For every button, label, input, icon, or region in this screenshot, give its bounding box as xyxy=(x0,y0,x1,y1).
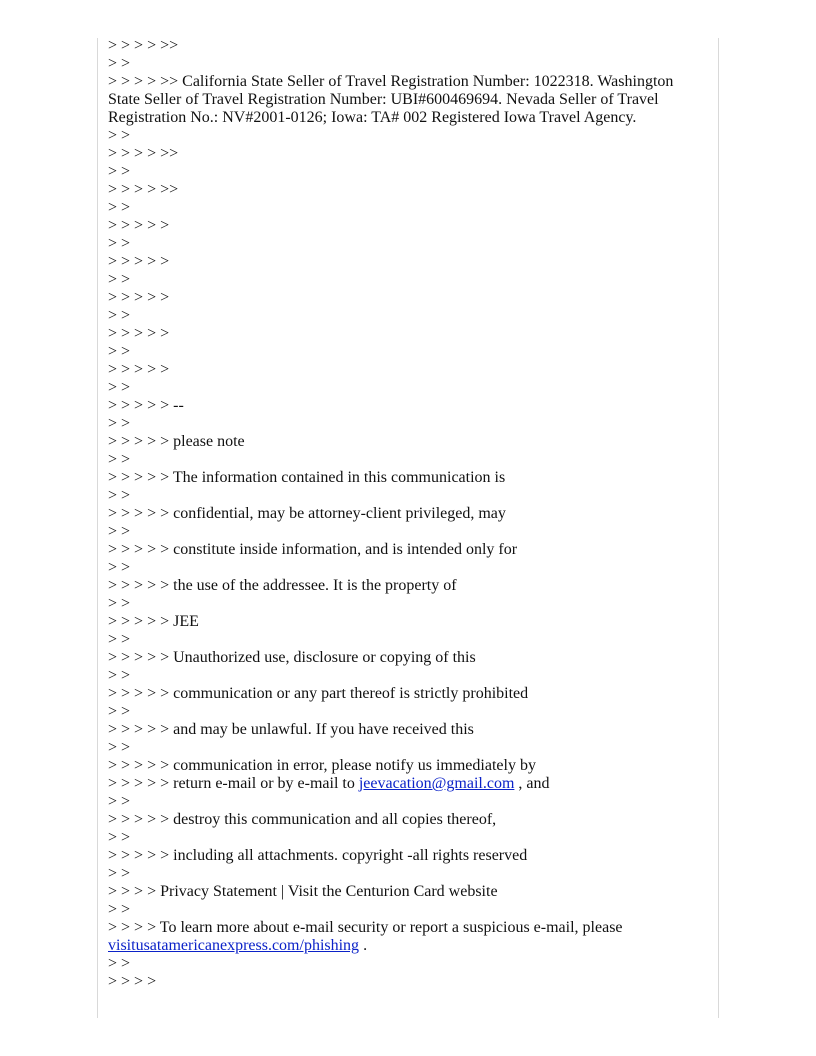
email-line: > > xyxy=(108,379,131,396)
email-line: > > > > > confidential, may be attorney-client privileged, may xyxy=(108,505,506,522)
email-line: > > > > >> California State Seller of Travel Registration Number: 1022318. Washington State Seller of Travel Registration Number: UBI#600469694. Nevada Seller of Travel Registration No.: NV#2001-0126; Iowa: TA# 002 Registered Iowa Travel Agency. xyxy=(108,73,678,126)
security-line-suffix: . xyxy=(359,937,368,954)
email-line: > > > > xyxy=(108,973,157,990)
email-line: > > > > > and may be unlawful. If you have received this xyxy=(108,721,474,738)
quoted-lines-block-2 xyxy=(108,793,688,919)
email-line: > > > > > xyxy=(108,217,170,234)
email-line: > > > > > constitute inside information, and is intended only for xyxy=(108,541,518,558)
email-line: > > > > > communication in error, please notify us immediately by xyxy=(108,757,536,774)
quoted-lines-block xyxy=(108,37,688,775)
email-line: > > xyxy=(108,901,131,918)
return-line-prefix: > > > > > return e-mail or by e-mail to xyxy=(108,775,359,792)
email-line: > > xyxy=(108,55,131,72)
email-line: > > > > >> xyxy=(108,145,179,162)
email-line: > > xyxy=(108,631,131,648)
email-line: > > xyxy=(108,199,131,216)
email-line: > > xyxy=(108,487,131,504)
security-line-prefix: > > > > To learn more about e-mail security or report a suspicious e-mail, please xyxy=(108,919,627,936)
email-line: > > > > > destroy this communication and all copies thereof, xyxy=(108,811,497,828)
email-line: > > xyxy=(108,451,131,468)
email-line: > > > > > communication or any part thereof is strictly prohibited xyxy=(108,685,529,702)
email-line: > > xyxy=(108,667,131,684)
email-line: > > > > Privacy Statement | Visit the Centurion Card website xyxy=(108,883,498,900)
email-body xyxy=(108,37,688,991)
return-line-suffix: , and xyxy=(514,775,550,792)
email-line: > > xyxy=(108,595,131,612)
email-line: > > xyxy=(108,127,131,144)
email-line: > > > > > xyxy=(108,361,170,378)
email-line: > > > > > Unauthorized use, disclosure or copying of this xyxy=(108,649,476,666)
email-line: > > > > > xyxy=(108,325,170,342)
email-line: > > > > > xyxy=(108,253,170,270)
email-line: > > xyxy=(108,793,131,810)
email-line: > > xyxy=(108,703,131,720)
email-line: > > xyxy=(108,829,131,846)
email-line: > > xyxy=(108,271,131,288)
email-line: > > > > > the use of the addressee. It is the property of xyxy=(108,577,457,594)
email-line: > > > > >> xyxy=(108,181,179,198)
email-line: > > xyxy=(108,865,131,882)
return-email-line xyxy=(108,775,688,793)
email-address-link[interactable]: jeevacation@gmail.com xyxy=(358,775,515,792)
email-line: > > > > > including all attachments. copyright -all rights reserved xyxy=(108,847,528,864)
email-line: > > xyxy=(108,307,131,324)
email-line: > > > > > The information contained in this communication is xyxy=(108,469,506,486)
email-line: > > > > > -- xyxy=(108,397,184,414)
email-line: > > > > > please note xyxy=(108,433,245,450)
email-line: > > xyxy=(108,739,131,756)
email-line: > > xyxy=(108,343,131,360)
email-line: > > > > > JEE xyxy=(108,613,199,630)
email-line: > > > > > xyxy=(108,289,170,306)
email-line: > > xyxy=(108,955,131,972)
email-line: > > xyxy=(108,163,131,180)
email-line: > > xyxy=(108,523,131,540)
email-line: > > xyxy=(108,415,131,432)
security-line xyxy=(108,919,688,955)
phishing-link[interactable]: visitusatamericanexpress.com/phishing xyxy=(108,937,360,954)
email-line: > > xyxy=(108,235,131,252)
email-line: > > > > >> xyxy=(108,37,179,54)
email-line: > > xyxy=(108,559,131,576)
quoted-lines-block-3 xyxy=(108,955,688,991)
